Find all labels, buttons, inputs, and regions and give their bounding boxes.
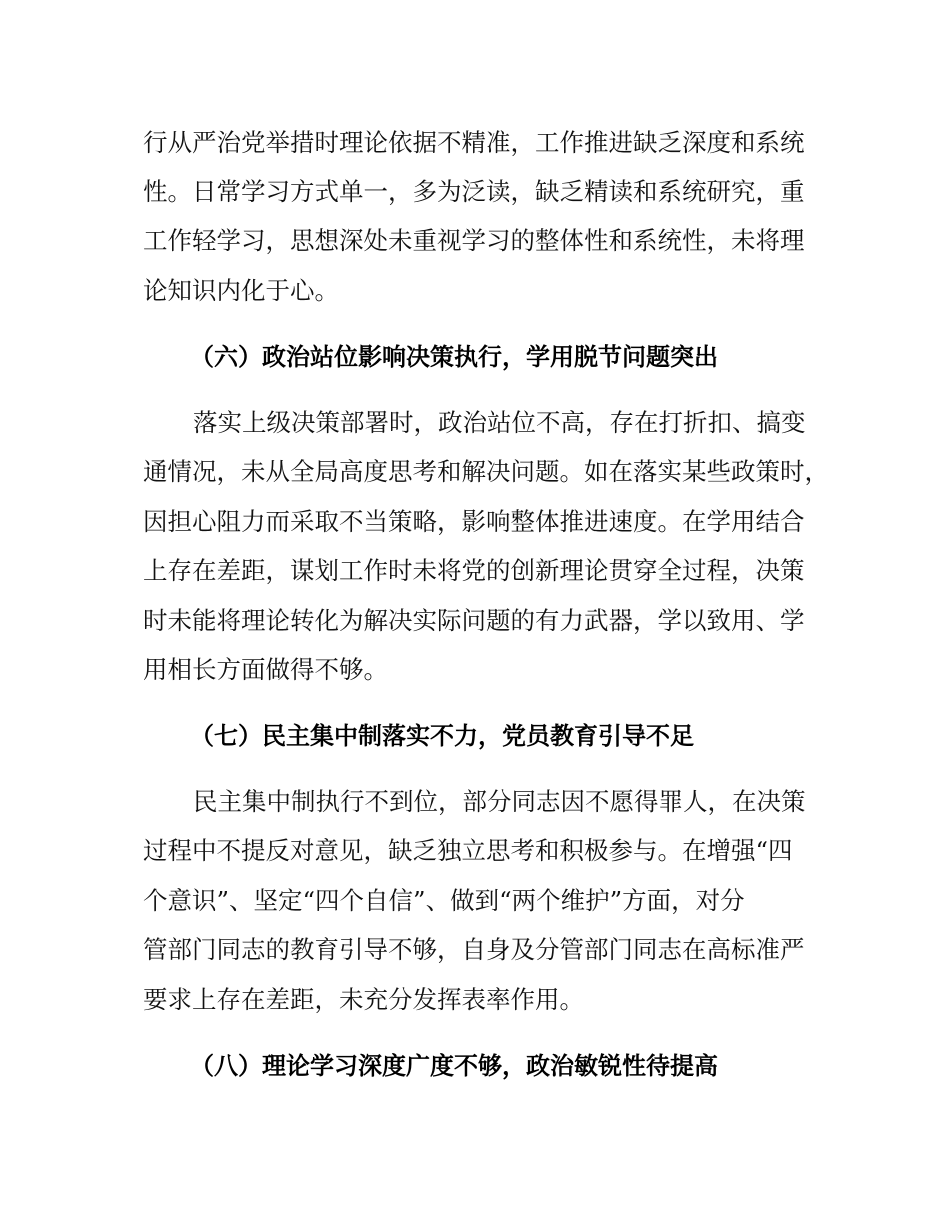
paragraph-line: 个意识”、坚定“四个自信”、做到“两个维护”方面，对分 [143, 886, 745, 915]
paragraph-line: 要求上存在差距，未充分发挥表率作用。 [143, 985, 584, 1014]
paragraph-line: 通情况，未从全局高度思考和解决问题。如在落实某些政策时， [143, 457, 829, 486]
section-heading: （六）政治站位影响决策执行，学用脱节问题突出 [190, 343, 718, 371]
paragraph-line: 管部门同志的教育引导不够，自身及分管部门同志在高标准严 [143, 935, 805, 964]
paragraph-line: 性。日常学习方式单一，多为泛读，缺乏精读和系统研究，重 [143, 177, 805, 206]
paragraph-line: 工作轻学习，思想深处未重视学习的整体性和系统性，未将理 [143, 226, 805, 255]
paragraph-line: 过程中不提反对意见，缺乏独立思考和积极参与。在增强“四 [143, 836, 793, 865]
paragraph-line: 用相长方面做得不够。 [143, 655, 388, 684]
paragraph-line: 因担心阻力而采取不当策略，影响整体推进速度。在学用结合 [143, 507, 805, 536]
section-heading: （七）民主集中制落实不力，党员教育引导不足 [190, 722, 694, 750]
paragraph-line: 落实上级决策部署时，政治站位不高，存在打折扣、搞变 [193, 408, 806, 437]
paragraph-line: 上存在差距，谋划工作时未将党的创新理论贯穿全过程，决策 [143, 556, 805, 585]
paragraph-line: 时未能将理论转化为解决实际问题的有力武器，学以致用、学 [143, 606, 805, 635]
paragraph-line: 论知识内化于心。 [143, 276, 339, 305]
paragraph-line: 行从严治党举措时理论依据不精准，工作推进缺乏深度和系统 [143, 128, 805, 157]
paragraph-line: 民主集中制执行不到位，部分同志因不愿得罪人，在决策 [193, 787, 806, 816]
section-heading: （八）理论学习深度广度不够，政治敏锐性待提高 [190, 1052, 718, 1080]
